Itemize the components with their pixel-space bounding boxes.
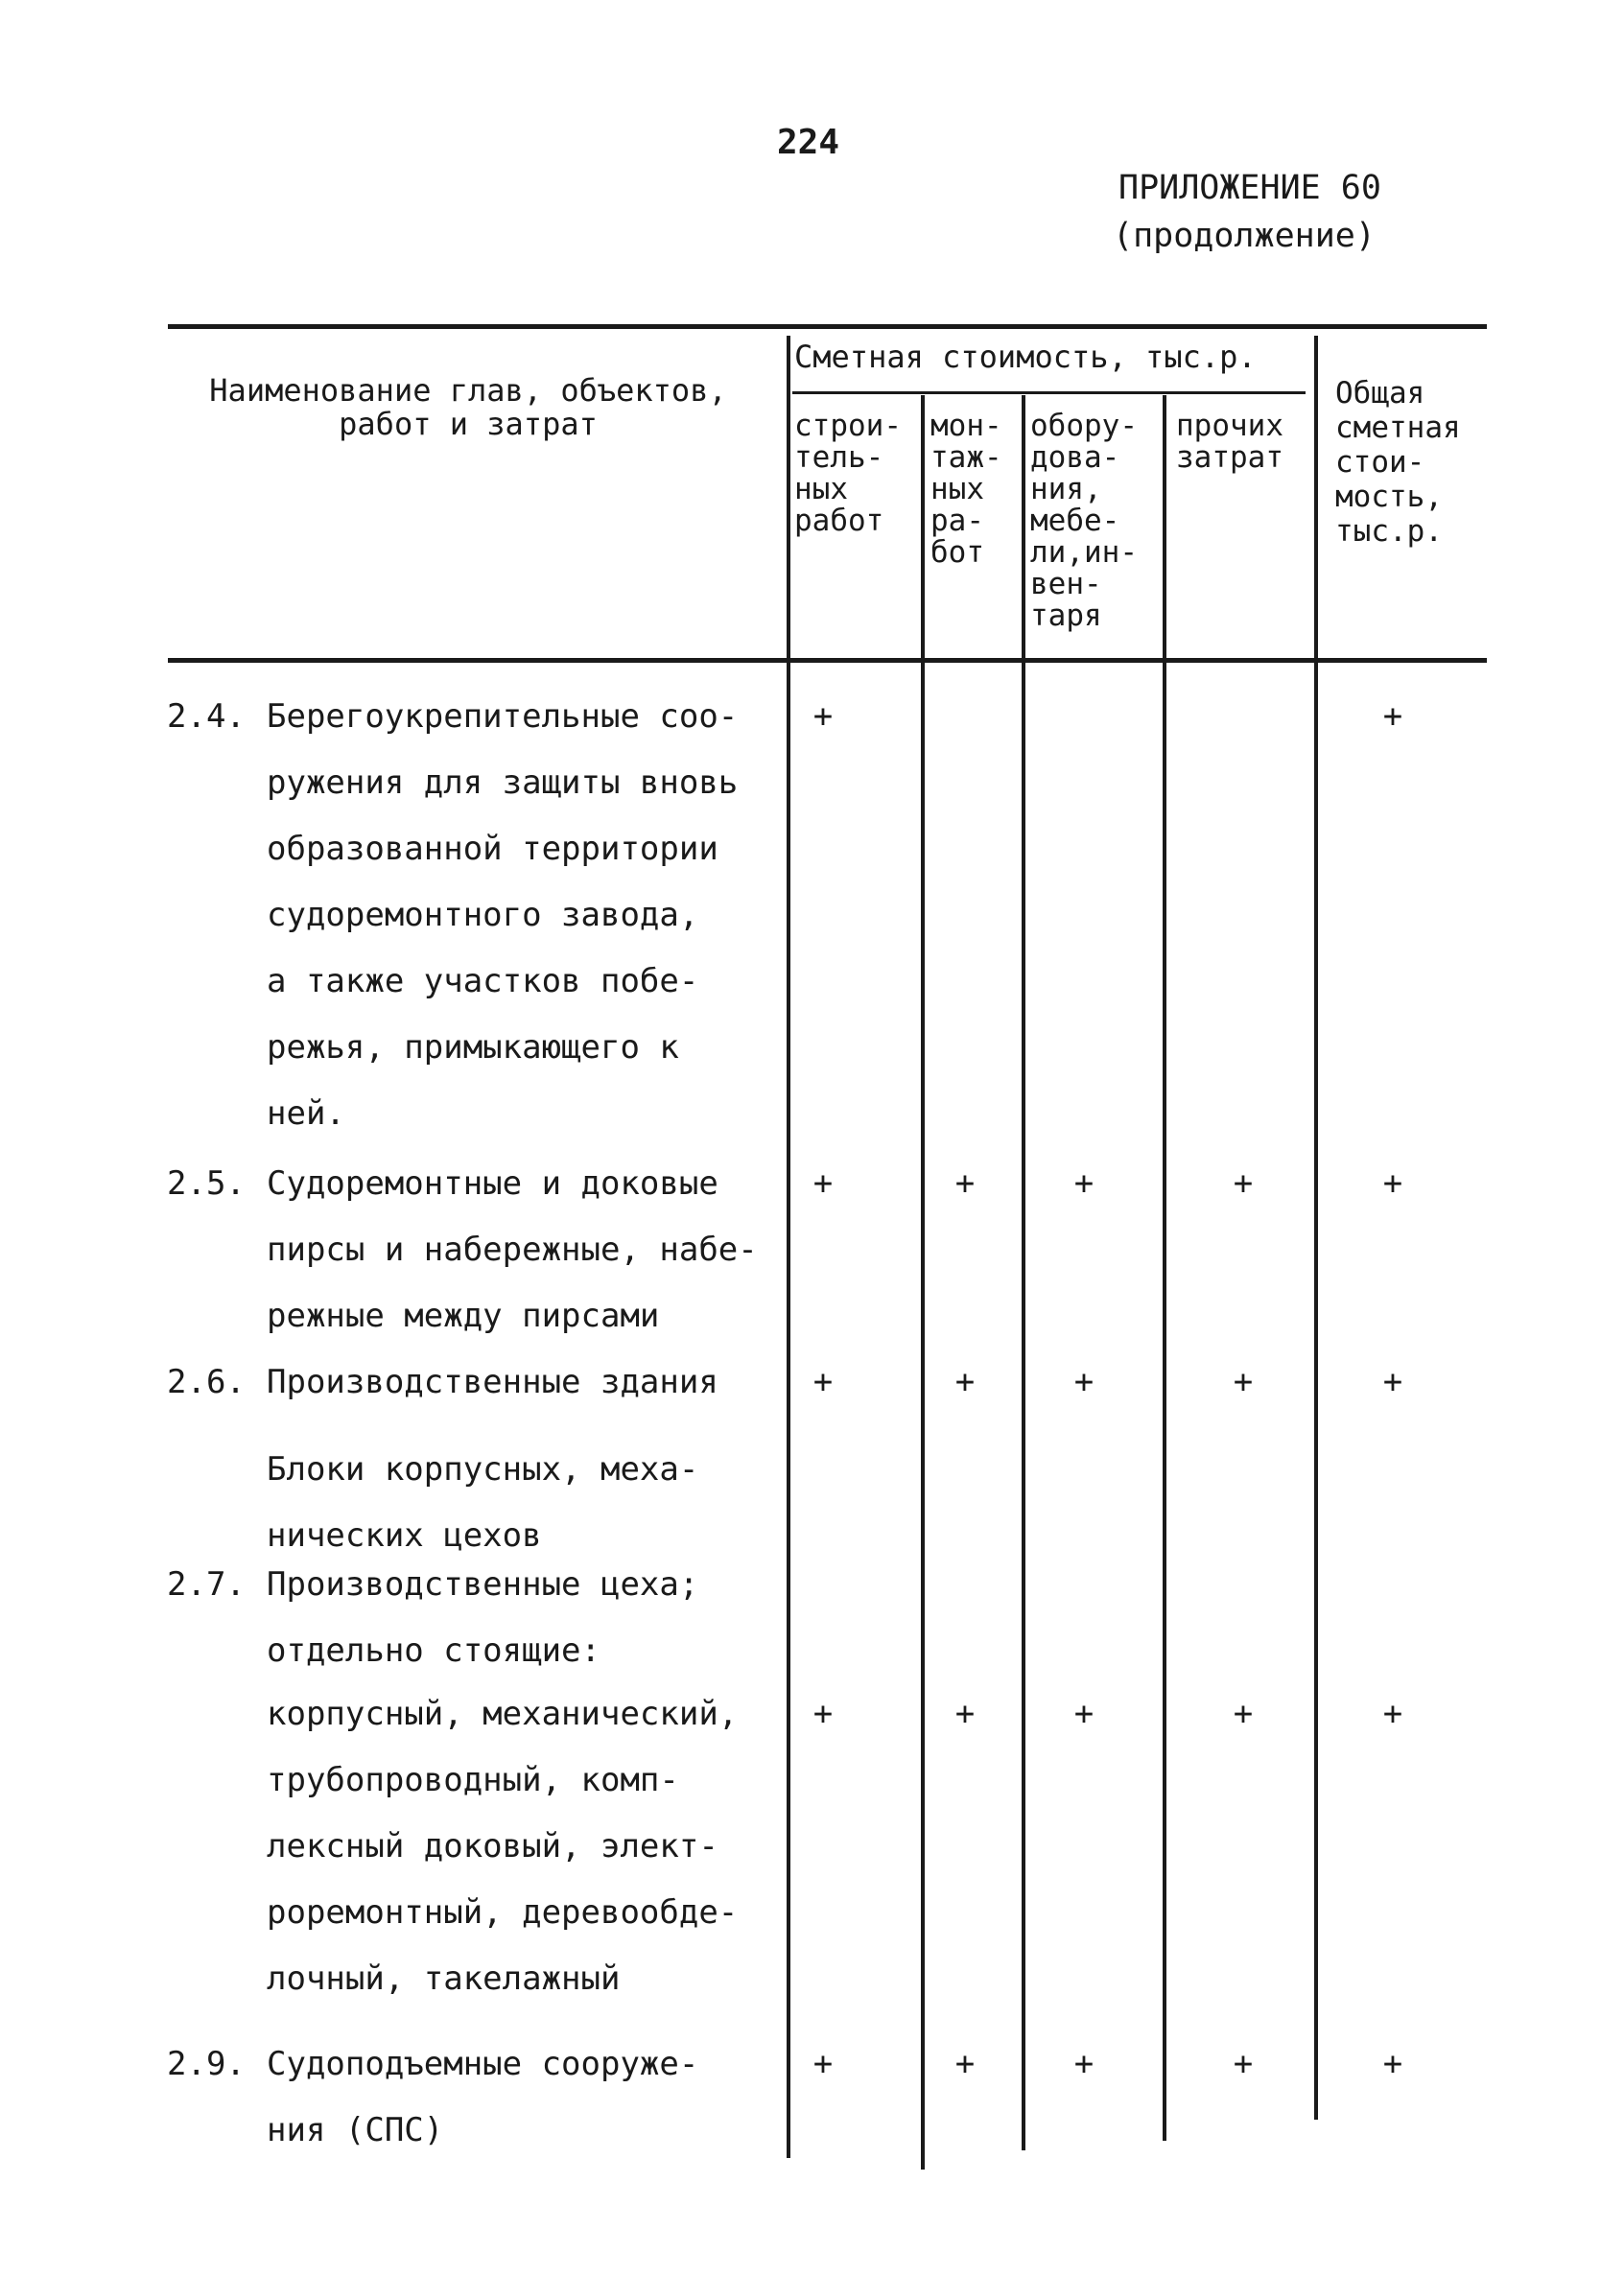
row-description (267, 1552, 775, 1684)
cost-mark: + (1073, 1363, 1094, 1401)
subcol-other: прочих затрат (1176, 409, 1283, 475)
estimated-cost-header: Сметная стоимость, тыс.р. (794, 339, 1257, 375)
appendix-title: ПРИЛОЖЕНИЕ 60 (1118, 169, 1381, 207)
row-description-line: пирсы и набережные, набе- (267, 1231, 758, 1269)
cost-mark: + (812, 1164, 834, 1203)
cost-mark: + (812, 1363, 834, 1401)
cost-mark: + (1073, 1695, 1094, 1733)
row-description-line: Судоподъемные сооруже- (267, 2045, 699, 2083)
name-column-header (171, 374, 765, 441)
subcol-installation: мон- таж- ных ра- бот (930, 409, 1002, 570)
row-number: 2.5. (167, 1164, 246, 1203)
row-description-line: Берегоукрепительные соо- (267, 697, 739, 736)
row-description (267, 2031, 775, 2164)
page-number: 224 (777, 123, 840, 162)
row-description (267, 1151, 775, 1349)
cost-mark: + (1233, 2045, 1254, 2083)
cost-mark: + (1382, 697, 1403, 736)
cost-mark: + (1073, 1164, 1094, 1203)
continuation-label: (продолжение) (1113, 217, 1376, 255)
cost-mark: + (1233, 1164, 1254, 1203)
row-description-line: отдельно стоящие: (267, 1631, 600, 1670)
row-description-line: роремонтный, деревообде- (267, 1893, 739, 1932)
row-description-line: Блоки корпусных, меха- (267, 1450, 699, 1489)
row-description (267, 1437, 775, 1569)
cost-mark: + (1382, 2045, 1403, 2083)
row-description-line: Производственные цеха; (267, 1565, 699, 1604)
cost-mark: + (954, 1164, 976, 1203)
row-description-line: режные между пирсами (267, 1297, 660, 1335)
cost-group-rule (792, 391, 1306, 394)
row-description-line: трубопроводный, комп- (267, 1761, 679, 1799)
cost-mark: + (812, 2045, 834, 2083)
row-description (267, 684, 775, 1147)
cost-mark: + (1233, 1695, 1254, 1733)
row-description-line: лочный, такелажный (267, 1959, 621, 1998)
col-divider-2 (921, 395, 925, 2170)
row-description-line: а также участков побе- (267, 962, 699, 1000)
col-divider-4 (1163, 395, 1166, 2141)
cost-mark: + (812, 1695, 834, 1733)
cost-mark: + (954, 1695, 976, 1733)
total-cost-header: Общая сметная стои- мость, тыс.р. (1335, 376, 1461, 549)
cost-mark: + (1233, 1363, 1254, 1401)
row-number: 2.4. (167, 697, 246, 736)
cost-mark: + (1382, 1695, 1403, 1733)
cost-mark: + (1382, 1164, 1403, 1203)
subcol-construction: строи- тель- ных работ (794, 409, 902, 538)
row-description (267, 1681, 775, 2012)
subcol-equipment: обору- дова- ния, мебе- ли,ин- вен- таря (1030, 409, 1138, 633)
row-description-line: лексный доковый, элект- (267, 1827, 718, 1865)
row-number: 2.6. (167, 1363, 246, 1401)
name-column-header-text: Наименование глав, объектов, работ и затрат (209, 372, 727, 442)
row-description-line: судоремонтного завода, (267, 896, 699, 934)
row-description-line: нических цехов (267, 1516, 542, 1555)
row-description-line: режья, примыкающего к (267, 1028, 679, 1067)
cost-mark: + (1382, 1363, 1403, 1401)
table-top-rule (168, 324, 1487, 329)
row-description-line: ния (СПС) (267, 2111, 444, 2149)
row-description-line: Судоремонтные и доковые (267, 1164, 718, 1203)
row-number: 2.7. (167, 1565, 246, 1604)
row-description (267, 1349, 775, 1416)
col-divider-3 (1022, 395, 1025, 2150)
row-description-line: корпусный, механический, (267, 1695, 739, 1733)
row-description-line: ружения для защиты вновь (267, 763, 739, 802)
cost-mark: + (954, 2045, 976, 2083)
row-description-line: образованной территории (267, 830, 718, 868)
row-number: 2.9. (167, 2045, 246, 2083)
header-bottom-rule (168, 658, 1487, 663)
col-divider-5 (1314, 336, 1318, 2120)
row-description-line: Производственные здания (267, 1363, 718, 1401)
col-divider-1 (787, 336, 790, 2158)
row-description-line: ней. (267, 1094, 345, 1133)
cost-mark: + (1073, 2045, 1094, 2083)
cost-mark: + (812, 697, 834, 736)
cost-mark: + (954, 1363, 976, 1401)
